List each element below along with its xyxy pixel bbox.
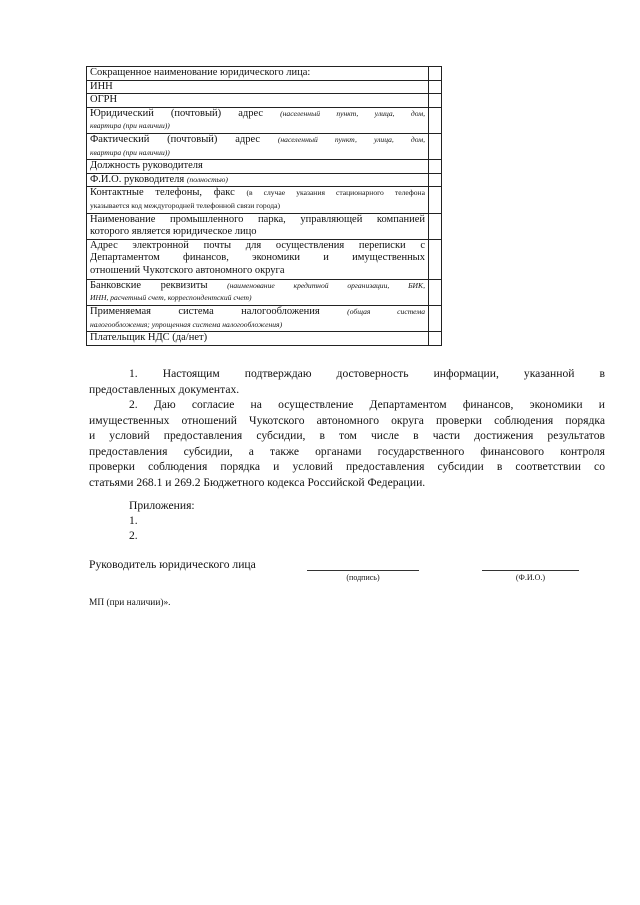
- table-row-inn: [87, 80, 442, 94]
- row-label: ОГРН: [87, 94, 429, 108]
- value-cell-phones[interactable]: [429, 187, 442, 213]
- row-label: Контактные телефоны, факс (в случае указания стационарного телефона указывается код междугородней телефонной связи города): [87, 187, 429, 213]
- signature-title: Руководитель юридического лица: [89, 558, 256, 571]
- table-row-director-name: [87, 173, 442, 187]
- row-label: Ф.И.О. руководителя (полностью): [87, 173, 429, 187]
- value-cell-short-name[interactable]: [429, 67, 442, 81]
- row-label: Должность руководителя: [87, 160, 429, 174]
- row-label: ИНН: [87, 80, 429, 94]
- table-row-phones: [87, 187, 442, 213]
- stamp-note: МП (при наличии)».: [89, 598, 171, 608]
- table-row-ogrn: [87, 94, 442, 108]
- table-row-bank-details: [87, 279, 442, 305]
- value-cell-inn[interactable]: [429, 80, 442, 94]
- value-cell-legal-address[interactable]: [429, 107, 442, 133]
- table-row-legal-address: [87, 107, 442, 133]
- table-row-actual-address: [87, 133, 442, 159]
- value-cell-actual-address[interactable]: [429, 133, 442, 159]
- row-label: Применяемая система налогообложения (общая система налогообложения; упрощенная система налогообложения): [87, 305, 429, 331]
- statement-accuracy: 1. Настоящим подтверждаю достоверность информации, указанной в предоставленных документах.: [89, 367, 605, 396]
- full-name-line[interactable]: [482, 570, 579, 571]
- applicant-info-table: [86, 66, 442, 346]
- table-row-short-name: [87, 67, 442, 81]
- table-row-tax-system: [87, 305, 442, 331]
- value-cell-ogrn[interactable]: [429, 94, 442, 108]
- table-row-industrial-park: [87, 213, 442, 239]
- table-row-email: [87, 239, 442, 279]
- row-label: Плательщик НДС (да/нет): [87, 332, 429, 346]
- row-label: Фактический (почтовый) адрес (населенный пункт, улица, дом, квартира (при наличии)): [87, 133, 429, 159]
- table-row-director-position: [87, 160, 442, 174]
- full-name-caption: (Ф.И.О.): [515, 573, 546, 582]
- row-label: Адрес электронной почты для осуществления переписки с Департаментом финансов, экономики и имущественных отношений Чукотского автономного округа: [87, 239, 429, 279]
- table-row-vat-payer: [87, 332, 442, 346]
- value-cell-bank-details[interactable]: [429, 279, 442, 305]
- row-label: Банковские реквизиты (наименование кредитной организации, БИК, ИНН, расчетный счет, корреспондентский счет): [87, 279, 429, 305]
- signature-line[interactable]: [307, 570, 419, 571]
- value-cell-tax-system[interactable]: [429, 305, 442, 331]
- value-cell-vat-payer[interactable]: [429, 332, 442, 346]
- signature-caption: (подпись): [346, 573, 380, 582]
- row-label: Сокращенное наименование юридического лица:: [87, 67, 429, 81]
- attachment-item-1: 1.: [129, 514, 138, 527]
- statement-consent: 2. Даю согласие на осуществление Департаментом финансов, экономики и имущественных отношений Чукотского автономного округа проверки соблюдения порядка и условий предоставления субсидии, в том числе в части достижения результатов предоставления субсидии, а также органами государственного финансового контроля проверки соблюдения порядка и условий предоставления субсидии в соответствии со статьями 268.1 и 269.2 Бюджетного кодекса Российской Федерации.: [89, 398, 605, 489]
- value-cell-director-name[interactable]: [429, 173, 442, 187]
- attachments-title: Приложения:: [129, 499, 195, 512]
- value-cell-director-position[interactable]: [429, 160, 442, 174]
- value-cell-industrial-park[interactable]: [429, 213, 442, 239]
- row-label: Юридический (почтовый) адрес (населенный пункт, улица, дом, квартира (при наличии)): [87, 107, 429, 133]
- value-cell-email[interactable]: [429, 239, 442, 279]
- attachment-item-2: 2.: [129, 529, 138, 542]
- row-label: Наименование промышленного парка, управляющей компанией которого является юридическое лицо: [87, 213, 429, 239]
